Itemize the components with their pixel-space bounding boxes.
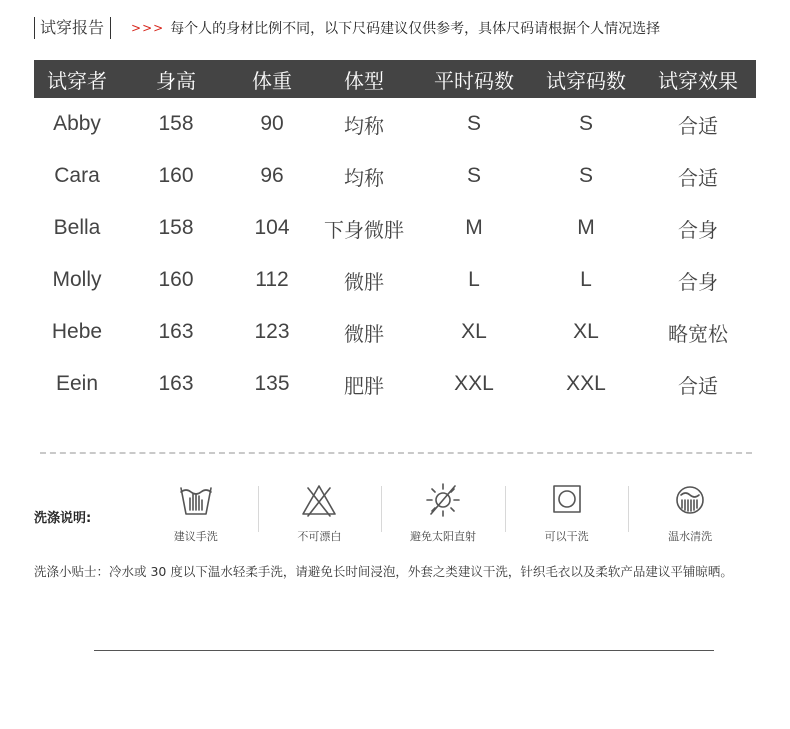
height-cell: 163 [158,320,194,343]
tried-size-cell: S [578,112,593,135]
wash-item-dry-clean [505,472,629,552]
body-type-cell: 下身微胖 [324,217,404,242]
report-header [34,14,660,42]
column-header: 体重 [232,60,312,98]
no-bleach-icon [296,480,342,520]
height-cell: 158 [158,216,194,239]
height-cell: 160 [158,164,194,187]
body-type-cell: 微胖 [344,269,384,294]
hand-wash-icon [173,480,219,520]
table-row [34,98,756,150]
wash-item-label: 避免太阳直射 [409,530,476,543]
wash-separator [628,486,629,532]
tried-size-cell: XL [573,320,599,343]
body-type-cell: 均称 [344,165,384,190]
wash-item-no-bleach [258,472,382,552]
report-title: 试穿报告 [34,17,111,39]
tester-name: Abby [53,112,101,135]
wash-item-label: 不可漂白 [297,530,342,543]
wash-tips: 洗涤小贴士：冷水或 30 度以下温水轻柔手洗，请避免长时间浸泡，外套之类建议干洗，针织毛衣以及柔软产品建议平铺晾晒。 [34,564,733,579]
wash-item-label: 可以干洗 [544,530,589,543]
tester-name: Molly [52,268,102,291]
avoid-sun-icon [420,480,466,520]
column-header: 平时码数 [416,60,532,98]
body-type-cell: 微胖 [344,321,384,346]
body-type-cell: 均称 [344,113,384,138]
fit-result-cell: 合适 [678,373,718,398]
usual-size-cell: XL [461,320,487,343]
tester-name: Hebe [51,320,103,343]
wash-item-avoid-sun [381,472,505,552]
tester-name: Bella [53,216,101,239]
usual-size-cell: XXL [454,372,494,395]
weight-cell: 104 [254,216,290,239]
dry-clean-icon [544,480,590,520]
weight-cell: 96 [260,164,284,187]
tester-name: Cara [54,164,100,187]
weight-cell: 90 [260,112,284,135]
body-type-cell: 肥胖 [344,373,384,398]
usual-size-cell: S [466,112,481,135]
tried-size-cell: L [580,268,592,291]
weight-cell: 123 [254,320,290,343]
height-cell: 163 [158,372,194,395]
table-row [34,150,756,202]
column-header: 试穿码数 [532,60,640,98]
wash-item-hand-wash [134,472,258,552]
tried-size-cell: XXL [566,372,606,395]
height-cell: 158 [158,112,194,135]
wash-separator [258,486,259,532]
weight-cell: 135 [254,372,290,395]
column-header: 身高 [120,60,232,98]
wash-separator [381,486,382,532]
tried-size-cell: S [578,164,593,187]
weight-cell: 112 [255,268,289,291]
wash-item-label: 建议手洗 [173,530,218,543]
table-header-row [34,60,756,98]
arrows-marker: >>> [131,21,165,35]
wash-item-label: 温水清洗 [668,530,713,543]
height-cell: 160 [158,268,194,291]
wash-item-warm-water [628,472,752,552]
table-row [34,358,756,410]
column-header: 试穿者 [34,60,120,98]
fit-result-cell: 合身 [678,269,718,294]
fit-result-cell: 合适 [678,113,718,138]
table-row [34,202,756,254]
wash-instructions-label: 洗涤说明: [34,511,92,526]
table-row [34,306,756,358]
usual-size-cell: S [466,164,481,187]
bottom-divider [94,650,714,651]
usual-size-cell: M [465,216,483,239]
usual-size-cell: L [468,268,480,291]
tried-size-cell: M [577,216,595,239]
table-row [34,254,756,306]
size-disclaimer: 每个人的身材比例不同，以下尺码建议仅供参考，具体尺码请根据个人情况选择 [170,21,661,37]
dashed-divider [40,452,752,454]
fit-result-cell: 略宽松 [668,321,728,346]
tester-name: Eein [55,372,99,395]
fit-result-cell: 合身 [678,217,718,242]
size-table [34,60,756,410]
wash-separator [505,486,506,532]
column-header: 试穿效果 [640,60,756,98]
warm-water-icon [667,480,713,520]
fit-result-cell: 合适 [678,165,718,190]
wash-icons-panel [134,472,752,552]
column-header: 体型 [312,60,416,98]
